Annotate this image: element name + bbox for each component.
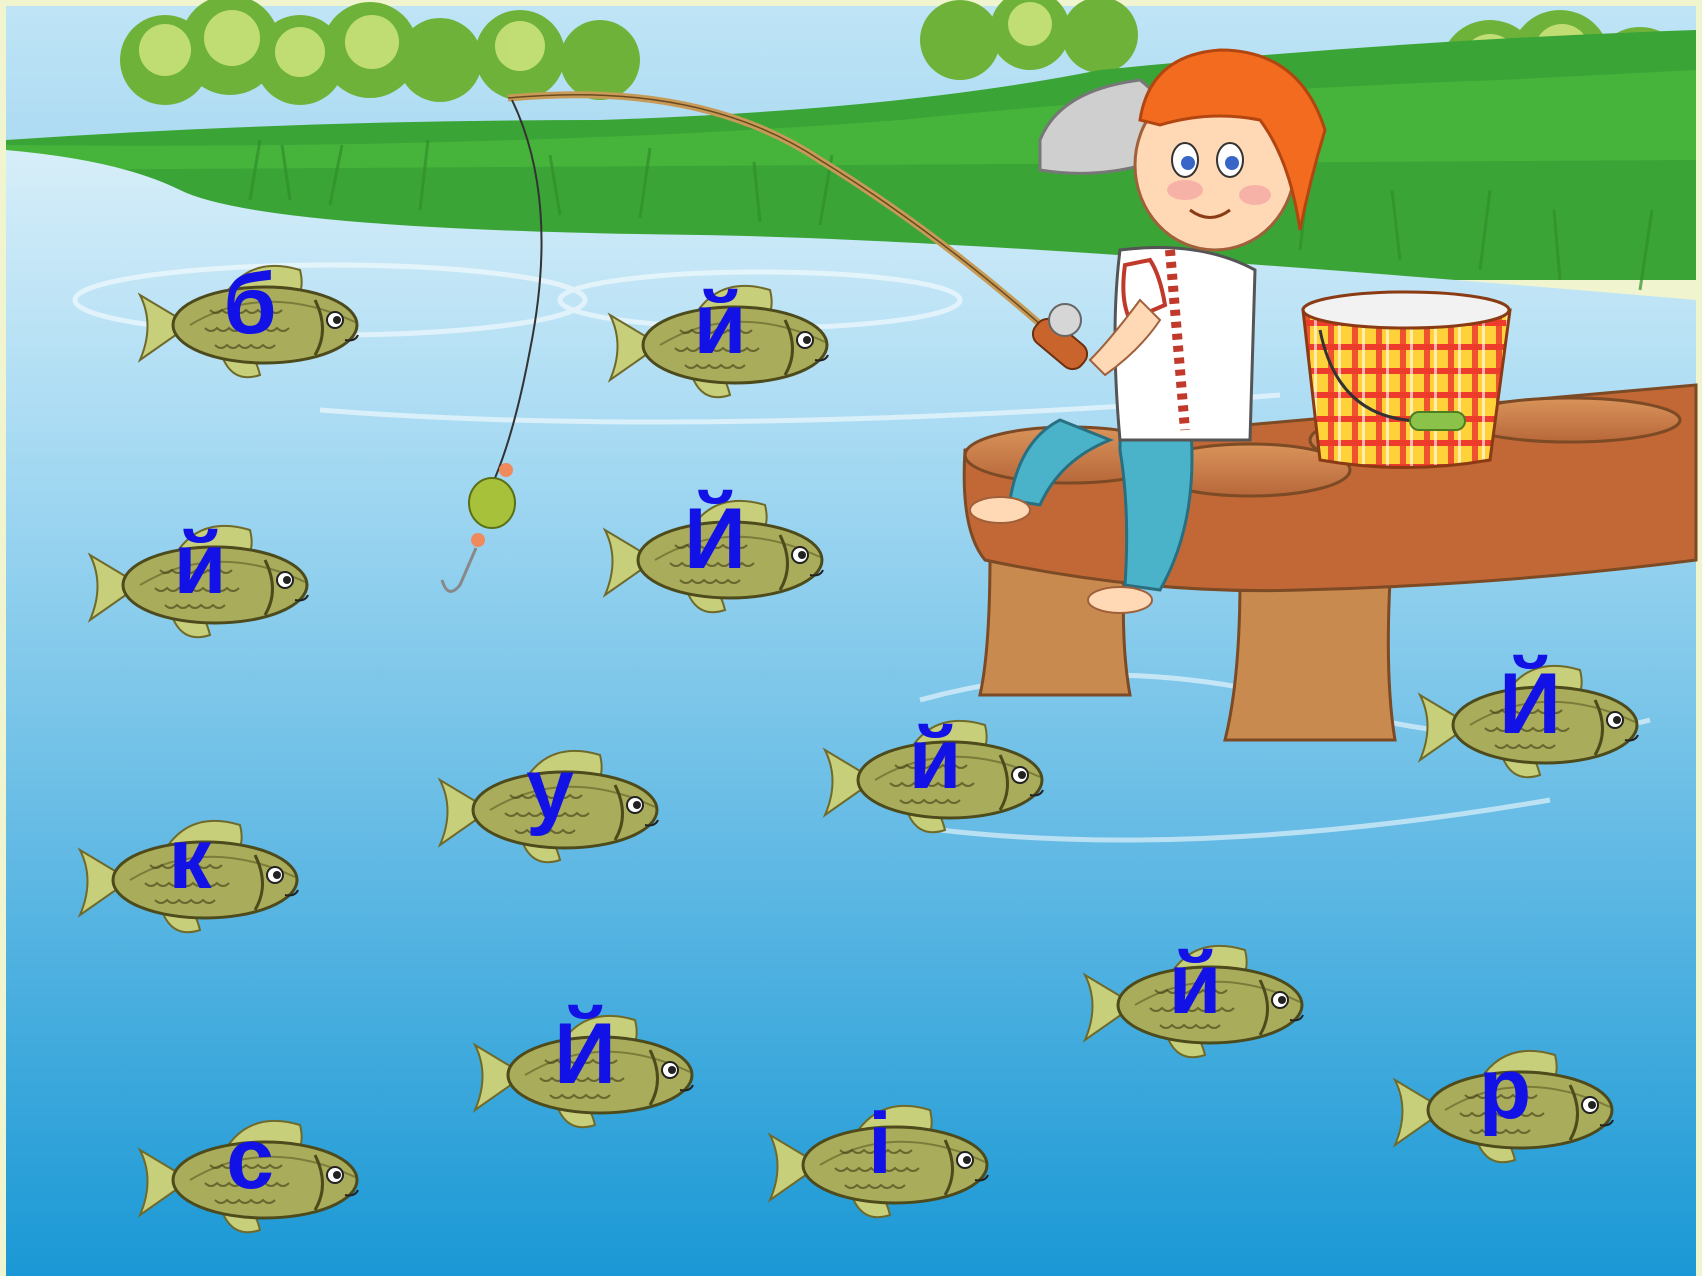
fish-8[interactable] (70, 805, 310, 945)
fish-letter: б (223, 256, 277, 352)
fish-letter: Й (684, 491, 746, 587)
fish-7[interactable] (815, 705, 1055, 845)
fish-letter: й (908, 711, 962, 807)
fish-letter: й (173, 516, 227, 612)
fish-letter: й (1168, 936, 1222, 1032)
fish-letter: Й (554, 1006, 616, 1102)
fish-3[interactable] (80, 510, 320, 650)
fish-letter: с (226, 1111, 274, 1207)
fish-letter: р (1478, 1041, 1532, 1137)
fish-letter: Й (1499, 656, 1561, 752)
fish-11[interactable] (1385, 1035, 1625, 1175)
fish-letter: і (868, 1096, 892, 1192)
fish-5[interactable] (1410, 650, 1650, 790)
fish-9[interactable] (1075, 930, 1315, 1070)
fish-13[interactable] (130, 1105, 370, 1245)
fish-10[interactable] (465, 1000, 705, 1140)
fish-letter: у (526, 741, 574, 837)
fish-4[interactable] (595, 485, 835, 625)
fish-12[interactable] (760, 1090, 1000, 1230)
fish-letter: й (693, 276, 747, 372)
fish-letter: к (168, 811, 212, 907)
fish-1[interactable] (130, 250, 370, 390)
fish-6[interactable] (430, 735, 670, 875)
bucket-icon (1303, 292, 1510, 468)
fish-2[interactable] (600, 270, 840, 410)
